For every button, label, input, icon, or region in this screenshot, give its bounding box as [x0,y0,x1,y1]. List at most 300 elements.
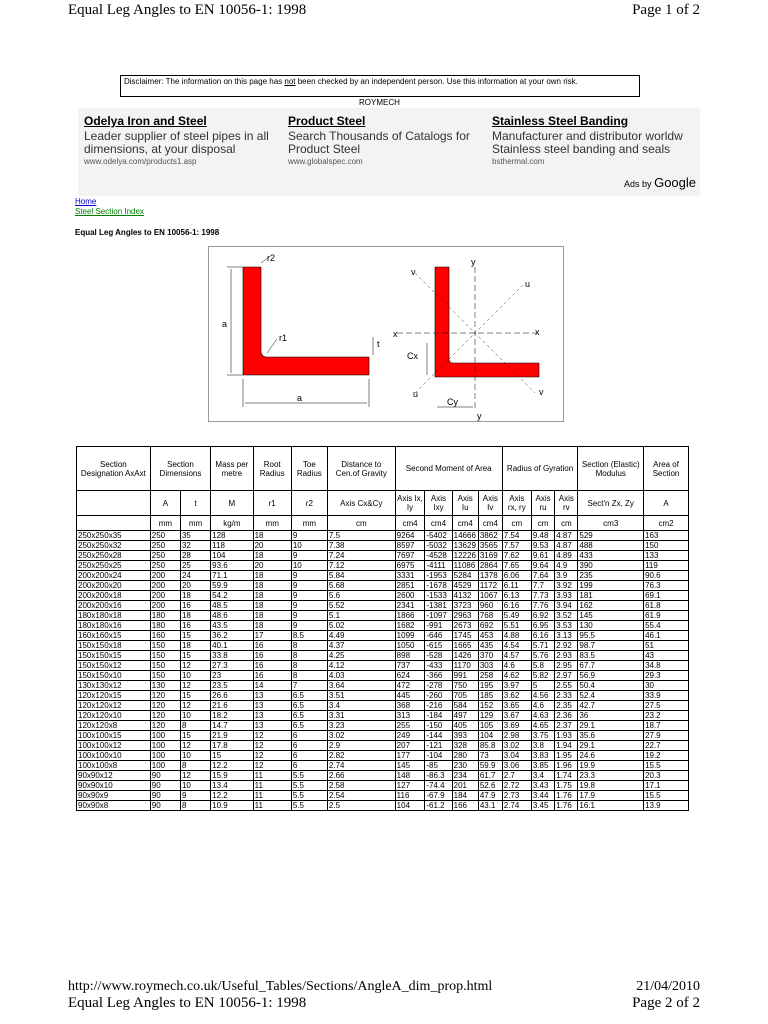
table-cell: 6.16 [502,601,531,611]
label-t: t [377,339,380,349]
table-cell: 16.1 [578,801,644,811]
table-cell: 116 [395,791,425,801]
table-cell: 85.8 [478,741,502,751]
unit-cell: cm4 [452,516,478,531]
table-cell: 145 [395,761,425,771]
table-cell: 43 [644,651,689,661]
table-cell: 43.1 [478,801,502,811]
table-cell: 20.3 [644,771,689,781]
home-link[interactable]: Home [75,197,97,206]
table-row [77,771,689,781]
table-cell: 27.3 [211,661,253,671]
table-cell: 435 [478,641,502,651]
table-cell: 18.7 [644,721,689,731]
table-cell: 4.88 [502,631,531,641]
table-cell: -366 [425,671,452,681]
table-cell: 19.2 [644,751,689,761]
table-cell: 128 [211,531,253,541]
label-cy: Cy [447,397,458,407]
table-cell: 98.7 [578,641,644,651]
table-cell: 3.51 [327,691,395,701]
section-designation-cell: 160x160x15 [77,631,151,641]
table-cell: 133 [644,551,689,561]
table-cell: 8 [291,661,327,671]
table-cell: 42.7 [578,701,644,711]
table-cell: 119 [644,561,689,571]
table-cell: 21.9 [211,731,253,741]
table-cell: 6.92 [531,611,554,621]
table-cell: 5.71 [531,641,554,651]
table-cell: 17.8 [211,741,253,751]
table-cell: 4.54 [502,641,531,651]
table-cell: 9 [291,591,327,601]
table-cell: 15.9 [211,771,253,781]
table-cell: 3.8 [531,741,554,751]
table-cell: 54.2 [211,591,253,601]
table-cell: 17.9 [578,791,644,801]
table-cell: -104 [425,751,452,761]
table-cell: 1.74 [555,771,578,781]
table-cell: 2.72 [502,781,531,791]
table-cell: 150 [150,661,180,671]
table-cell: 150 [150,651,180,661]
table-cell: 20 [253,561,291,571]
unit-cell: cm [502,516,531,531]
table-cell: 5.68 [327,581,395,591]
table-cell: 8 [291,671,327,681]
table-cell: 166 [452,801,478,811]
table-cell: 8 [180,801,210,811]
ad-description: Manufacturer and distributor worldw Stainless steel banding and seals [492,129,683,156]
units-row [77,516,689,531]
table-cell: 100 [150,731,180,741]
subheader-cell: Axis Iu [452,491,478,516]
table-cell: 6.11 [502,581,531,591]
table-cell: 5.6 [327,591,395,601]
table-cell: 960 [478,601,502,611]
table-cell: 3.44 [531,791,554,801]
subheader-cell: Axis Cx&Cy [327,491,395,516]
table-row [77,701,689,711]
table-cell: 200 [150,571,180,581]
table-cell: 16 [253,651,291,661]
table-cell: 9 [291,531,327,541]
table-cell: 33.9 [644,691,689,701]
section-designation-cell: 250x250x32 [77,541,151,551]
table-cell: 4132 [452,591,478,601]
table-cell: 120 [150,711,180,721]
table-cell: 1.96 [555,761,578,771]
table-cell: 3.02 [502,741,531,751]
table-cell: 991 [452,671,478,681]
section-designation-cell: 120x120x12 [77,701,151,711]
section-designation-cell: 250x250x35 [77,531,151,541]
table-cell: 2.66 [327,771,395,781]
table-cell: 12 [180,701,210,711]
table-cell: 35.6 [578,731,644,741]
table-cell: 234 [452,771,478,781]
table-cell: 200 [150,601,180,611]
table-cell: 23.2 [644,711,689,721]
table-cell: 390 [578,561,644,571]
table-cell: 249 [395,731,425,741]
disclaimer-box [120,75,640,97]
section-designation-cell: 120x120x8 [77,721,151,731]
table-cell: 15 [180,691,210,701]
table-cell: 184 [452,791,478,801]
section-designation-cell: 200x200x18 [77,591,151,601]
ads-by-google[interactable] [624,175,696,190]
table-cell: 40.1 [211,641,253,651]
table-cell: 29.3 [644,671,689,681]
table-cell: 120 [150,721,180,731]
table-cell: 235 [578,571,644,581]
table-cell: 152 [478,701,502,711]
table-cell: 100 [150,761,180,771]
table-cell: 47.9 [478,791,502,801]
section-designation-cell: 90x90x8 [77,801,151,811]
table-cell: 9 [291,601,327,611]
table-cell: 12 [253,731,291,741]
ads-panel [78,108,700,196]
table-cell: 118 [211,541,253,551]
table-cell: 200 [150,591,180,601]
table-cell: -4111 [425,561,452,571]
table-cell: 4.87 [555,541,578,551]
table-cell: 95.5 [578,631,644,641]
table-cell: -646 [425,631,452,641]
table-cell: 19.8 [578,781,644,791]
label-v-bot: v [539,387,544,397]
table-cell: 9 [291,571,327,581]
table-row [77,571,689,581]
ad-item[interactable] [288,114,484,166]
table-cell: 1.94 [555,741,578,751]
table-cell: 529 [578,531,644,541]
ad-item[interactable] [492,114,697,166]
table-cell: 18 [253,531,291,541]
table-cell: 129 [478,711,502,721]
table-cell: -85 [425,761,452,771]
table-cell: -260 [425,691,452,701]
table-cell: 3.85 [531,761,554,771]
table-cell: 2.82 [327,751,395,761]
table-cell: 9.48 [531,531,554,541]
table-cell: 8 [291,641,327,651]
table-cell: 18 [253,601,291,611]
roymech-label: ROYMECH [359,98,400,107]
table-cell: 100 [150,751,180,761]
table-cell: 34.8 [644,661,689,671]
subheader-cell: A [150,491,180,516]
ad-url[interactable]: www.odelya.com/products1.asp [84,157,197,166]
header-root-radius: Root Radius [253,447,291,491]
table-cell: 4.12 [327,661,395,671]
table-cell: 3.97 [502,681,531,691]
table-cell: 14.7 [211,721,253,731]
disclaimer-text-before: Disclaimer: The information on this page has [124,77,285,86]
table-cell: 250 [150,551,180,561]
table-cell: 370 [478,651,502,661]
table-cell: 2.7 [502,771,531,781]
header-second-moment: Second Moment of Area [395,447,502,491]
table-cell: 9.53 [531,541,554,551]
ad-title-link[interactable]: Product Steel [288,114,366,128]
table-cell: 230 [452,761,478,771]
table-cell: 9 [291,581,327,591]
unit-cell: mm [150,516,180,531]
table-cell: 453 [478,631,502,641]
table-row [77,601,689,611]
label-x-left: x [393,329,398,339]
table-cell: 162 [578,601,644,611]
section-designation-cell: 150x150x10 [77,671,151,681]
unit-cell: cm4 [395,516,425,531]
ad-title-link[interactable]: Odelya Iron and Steel [84,114,207,128]
table-cell: 200 [150,581,180,591]
subheader-cell: t [180,491,210,516]
table-cell: 61.7 [478,771,502,781]
unit-cell: mm [253,516,291,531]
steel-section-index-link[interactable]: Steel Section Index [75,207,144,216]
table-cell: 472 [395,681,425,691]
unit-cell: cm4 [478,516,502,531]
table-cell: 16 [253,661,291,671]
table-cell: 2.35 [555,701,578,711]
table-cell: 5.02 [327,621,395,631]
table-cell: 898 [395,651,425,661]
table-cell: 6 [291,751,327,761]
table-cell: 73 [478,751,502,761]
table-cell: 4.87 [555,531,578,541]
table-cell: 90.6 [644,571,689,581]
table-cell: 2.58 [327,781,395,791]
table-cell: 2341 [395,601,425,611]
section-designation-cell: 100x100x12 [77,741,151,751]
table-cell: -1678 [425,581,452,591]
table-cell: 148 [395,771,425,781]
table-cell: 13 [253,721,291,731]
table-cell: 1426 [452,651,478,661]
table-cell: 150 [644,541,689,551]
table-cell: 250 [150,531,180,541]
table-cell: 3.67 [502,711,531,721]
table-cell: 488 [578,541,644,551]
table-cell: 445 [395,691,425,701]
table-cell: 4.9 [555,561,578,571]
section-designation-cell: 100x100x8 [77,761,151,771]
table-cell: 14666 [452,531,478,541]
table-cell: 59.9 [478,761,502,771]
section-designation-cell: 180x180x18 [77,611,151,621]
table-cell: 2.74 [502,801,531,811]
table-cell: 16 [253,641,291,651]
table-cell: 19.9 [578,761,644,771]
table-cell: 195 [478,681,502,691]
table-cell: 83.5 [578,651,644,661]
table-cell: 5.51 [502,621,531,631]
table-cell: 1.95 [555,751,578,761]
table-cell: 4.03 [327,671,395,681]
table-cell: 6.5 [291,711,327,721]
table-cell: 1378 [478,571,502,581]
table-cell: 2.5 [327,801,395,811]
table-cell: 9.61 [531,551,554,561]
table-row [77,801,689,811]
table-cell: 3.75 [531,731,554,741]
table-cell: 21.6 [211,701,253,711]
label-r1: r1 [279,333,288,343]
table-cell: 7.76 [531,601,554,611]
unit-cell: cm [531,516,554,531]
table-cell: 180 [150,621,180,631]
table-row [77,541,689,551]
table-cell: 199 [578,581,644,591]
table-cell: 56.9 [578,671,644,681]
table-cell: 4.6 [502,661,531,671]
table-cell: 3.64 [327,681,395,691]
table-cell: 17 [253,631,291,641]
table-cell: 9264 [395,531,425,541]
table-cell: 5.5 [291,791,327,801]
table-cell: 32 [180,541,210,551]
table-row [77,611,689,621]
table-cell: 368 [395,701,425,711]
ad-description: Search Thousands of Catalogs for Product Steel [288,129,470,156]
print-footer-date: 21/04/2010 [636,979,700,994]
table-cell: 104 [478,731,502,741]
section-designation-cell: 250x250x25 [77,561,151,571]
table-cell: 1682 [395,621,425,631]
table-row [77,711,689,721]
section-designation-cell: 90x90x9 [77,791,151,801]
print-footer-url: http://www.roymech.co.uk/Useful_Tables/Sections/AngleA_dim_prop.html [68,979,493,994]
table-cell: 1099 [395,631,425,641]
table-row [77,791,689,801]
table-cell: 61.9 [644,611,689,621]
subheader-cell: r1 [253,491,291,516]
label-a-side: a [222,319,228,329]
table-cell: 2673 [452,621,478,631]
label-cx: Cx [407,351,418,361]
header-designation: Section Designation AxAxt [77,447,151,491]
page-title: Equal Leg Angles to EN 10056-1: 1998 [75,228,220,237]
table-cell: 8.5 [291,631,327,641]
table-cell: 4.6 [531,701,554,711]
table-cell: 24.6 [578,751,644,761]
table-cell: 35 [180,531,210,541]
table-cell: 24 [180,571,210,581]
table-cell: 18.2 [211,711,253,721]
table-cell: 7.38 [327,541,395,551]
table-cell: 18 [253,551,291,561]
table-cell: 3.62 [502,691,531,701]
table-cell: 7.24 [327,551,395,561]
table-cell: 2.9 [327,741,395,751]
table-cell: 5.5 [291,781,327,791]
table-cell: 12 [180,771,210,781]
table-cell: 3.69 [502,721,531,731]
table-cell: 36 [578,711,644,721]
table-cell: 13 [253,691,291,701]
table-cell: 7.7 [531,581,554,591]
table-cell: 250 [150,541,180,551]
table-cell: -1953 [425,571,452,581]
table-cell: 93.6 [211,561,253,571]
label-y-bot: y [477,411,482,421]
table-cell: 7.65 [502,561,531,571]
table-cell: 2.97 [555,671,578,681]
table-cell: 48.6 [211,611,253,621]
table-cell: 104 [395,801,425,811]
table-cell: -528 [425,651,452,661]
table-cell: 10.9 [211,801,253,811]
ad-url[interactable]: www.globalspec.com [288,157,363,166]
table-cell: 3723 [452,601,478,611]
table-cell: 15.5 [644,791,689,801]
table-cell: 20 [253,541,291,551]
table-cell: 313 [395,711,425,721]
table-cell: 12 [180,681,210,691]
ad-item[interactable] [84,114,280,166]
table-cell: 12 [253,761,291,771]
table-cell: 5.5 [291,801,327,811]
table-cell: 17.1 [644,781,689,791]
ad-title-link[interactable]: Stainless Steel Banding [492,114,629,128]
table-cell: 6.95 [531,621,554,631]
section-designation-cell: 250x250x28 [77,551,151,561]
table-cell: -1097 [425,611,452,621]
table-cell: 59.9 [211,581,253,591]
label-a-bottom: a [297,393,303,403]
unit-cell: cm4 [425,516,452,531]
print-footer-page: Page 2 of 2 [632,995,700,1011]
table-row [77,651,689,661]
table-cell: 768 [478,611,502,621]
section-designation-cell: 120x120x10 [77,711,151,721]
angle-profile-left [243,267,369,375]
table-cell: 2.54 [327,791,395,801]
table-cell: 18 [180,591,210,601]
table-cell: 30 [644,681,689,691]
table-cell: 15 [180,651,210,661]
table-row [77,621,689,631]
table-row [77,721,689,731]
table-cell: 29.1 [578,741,644,751]
table-cell: 10 [180,711,210,721]
table-cell: 10 [291,561,327,571]
table-cell: 22.7 [644,741,689,751]
ad-url[interactable]: bsthermal.com [492,157,545,166]
table-cell: 16 [180,621,210,631]
table-cell: 4.56 [531,691,554,701]
table-cell: -5402 [425,531,452,541]
table-row [77,781,689,791]
section-designation-cell: 100x100x10 [77,751,151,761]
table-cell: -74.4 [425,781,452,791]
section-designation-cell: 130x130x12 [77,681,151,691]
table-cell: 181 [578,591,644,601]
table-cell: 1050 [395,641,425,651]
table-cell: 7.62 [502,551,531,561]
table-cell: 6.5 [291,721,327,731]
table-cell: 3.45 [531,801,554,811]
table-cell: 12226 [452,551,478,561]
table-cell: 7.57 [502,541,531,551]
table-cell: 2600 [395,591,425,601]
table-cell: 18 [253,591,291,601]
subheader-row [77,491,689,516]
